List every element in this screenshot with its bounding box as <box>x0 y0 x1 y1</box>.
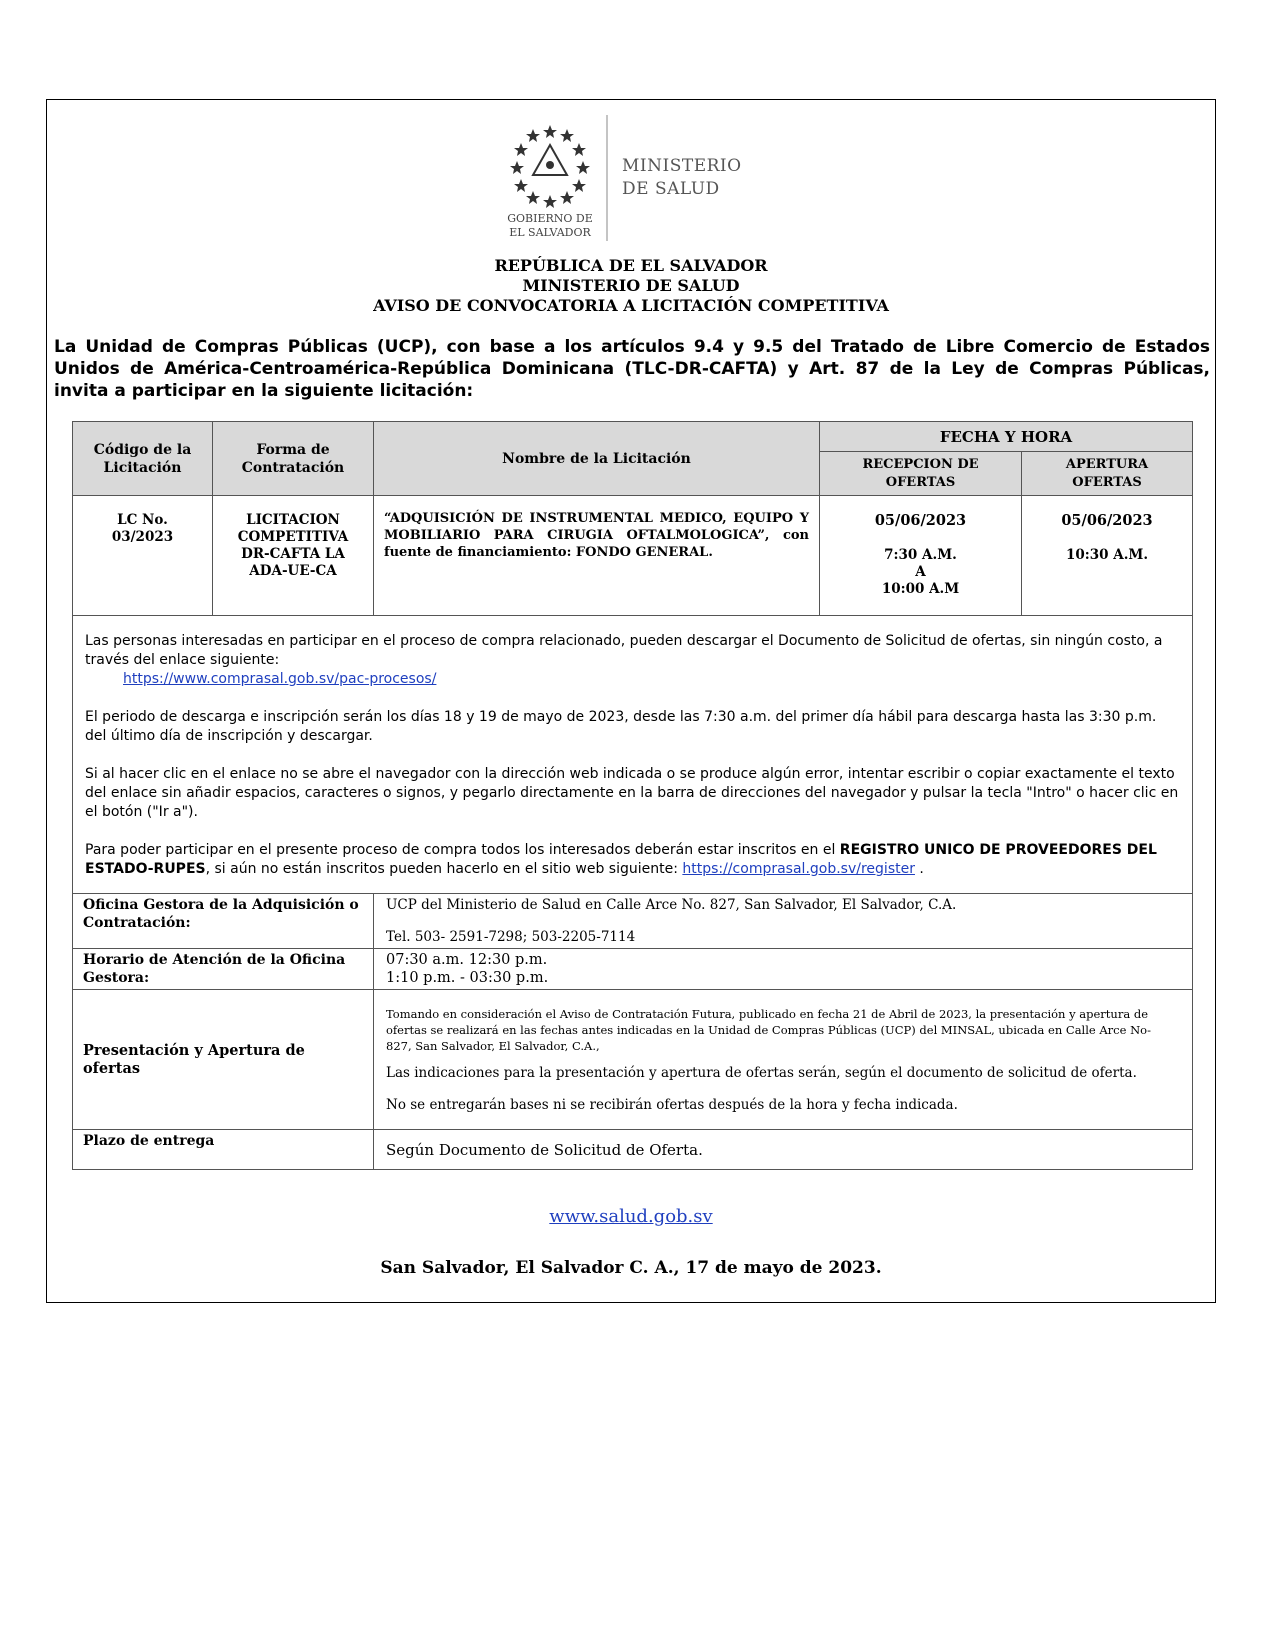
info-paragraph-2: El periodo de descarga e inscripción serán los días 18 y 19 de mayo de 2023, desde las 7:30 a.m. del primer día hábil para descarga hasta las 3:30 p.m. del último día de inscripción y descargar. <box>85 709 1157 744</box>
document-heading <box>46 256 1216 316</box>
coat-of-arms-icon <box>505 115 785 245</box>
heading-line-2: MINISTERIO DE SALUD <box>522 276 740 295</box>
label-presentacion: Presentación y Apertura de ofertas <box>73 990 374 1130</box>
info-block <box>73 616 1193 894</box>
svg-text:EL SALVADOR: EL SALVADOR <box>509 226 591 239</box>
footer-place-date: San Salvador, El Salvador C. A., 17 de mayo de 2023. <box>380 1258 882 1278</box>
label-oficina: Oficina Gestora de la Adquisición o Contratación: <box>73 894 374 949</box>
tender-table <box>72 421 1193 1170</box>
heading-line-3: AVISO DE CONVOCATORIA A LICITACIÓN COMPETITIVA <box>373 296 889 315</box>
header-forma: Forma de Contratación <box>213 422 374 496</box>
comprasal-procesos-link[interactable]: https://www.comprasal.gob.sv/pac-procesos/ <box>123 671 437 687</box>
header-nombre: Nombre de la Licitación <box>374 422 820 496</box>
info-paragraph-1: Las personas interesadas en participar en el proceso de compra relacionado, pueden descargar el Documento de Solicitud de ofertas, sin ningún costo, a través del enlace siguiente: https://www.comprasal.gob.sv/pac-procesos/ <box>85 633 1163 687</box>
info-paragraph-3: Si al hacer clic en el enlace no se abre el navegador con la dirección web indicada o se produce algún error, intentar escribir o copiar exactamente el texto del enlace sin añadir espacios, caracteres o signos, y pegarlo directamente en la barra de direcciones del navegador y pulsar la tecla "Intro" o hacer clic en el botón ("Ir a"). <box>85 766 1179 820</box>
value-oficina: UCP del Ministerio de Salud en Calle Arce No. 827, San Salvador, El Salvador, C.A. Tel. 503- 2591-7298; 503-2205-7114 <box>374 894 1193 949</box>
header-fecha-hora: FECHA Y HORA <box>820 422 1193 452</box>
cell-codigo: LC No. 03/2023 <box>73 496 213 616</box>
header-recepcion: RECEPCION DE OFERTAS <box>820 452 1022 496</box>
value-presentacion: Tomando en consideración el Aviso de Contratación Futura, publicado en fecha 21 de Abril de 2023, la presentación y apertura de ofertas se realizará en las fechas antes indicadas en la Unidad de Compras Públicas (UCP) del MINSAL, ubicada en Calle Arce No- 827, San Salvador, El Salvador, C.A., Las indicaciones para la presentación y apertura de ofertas serán, según el documento de solicitud de oferta. No se entregarán bases ni se recibirán ofertas después de la hora y fecha indicada. <box>374 990 1193 1130</box>
cell-apertura: 05/06/2023 10:30 A.M. <box>1022 496 1193 616</box>
cell-forma: LICITACION COMPETITIVA DR-CAFTA LA ADA-UE-CA <box>213 496 374 616</box>
salud-website-link[interactable]: www.salud.gob.sv <box>549 1206 713 1227</box>
label-horario: Horario de Atención de la Oficina Gestora: <box>73 949 374 990</box>
heading-line-1: REPÚBLICA DE EL SALVADOR <box>494 256 768 275</box>
svg-text:GOBIERNO DE: GOBIERNO DE <box>507 212 593 225</box>
ministry-logo <box>505 115 785 245</box>
cell-nombre: “ADQUISICIÓN DE INSTRUMENTAL MEDICO, EQUIPO Y MOBILIARIO PARA CIRUGIA OFTALMOLOGICA”, con fuente de financiamiento: FONDO GENERAL. <box>374 496 820 616</box>
website-link-container <box>46 1206 1216 1227</box>
header-apertura: APERTURA OFERTAS <box>1022 452 1193 496</box>
svg-text:DE SALUD: DE SALUD <box>622 179 720 199</box>
value-plazo: Según Documento de Solicitud de Oferta. <box>374 1130 1193 1170</box>
svg-text:MINISTERIO: MINISTERIO <box>622 156 742 176</box>
value-horario: 07:30 a.m. 12:30 p.m. 1:10 p.m. - 03:30 p.m. <box>374 949 1193 990</box>
info-paragraph-4: Para poder participar en el presente proceso de compra todos los interesados deberán estar inscritos en el REGISTRO UNICO DE PROVEEDORES DEL ESTADO-RUPES, si aún no están inscritos pueden hacerlo en el sitio web siguiente: https://comprasal.gob.sv/register . <box>85 842 1157 877</box>
header-codigo: Código de la Licitación <box>73 422 213 496</box>
label-plazo: Plazo de entrega <box>73 1130 374 1170</box>
comprasal-register-link[interactable]: https://comprasal.gob.sv/register <box>682 861 915 877</box>
cell-recepcion: 05/06/2023 7:30 A.M. A 10:00 A.M <box>820 496 1022 616</box>
intro-paragraph: La Unidad de Compras Públicas (UCP), con base a los artículos 9.4 y 9.5 del Tratado de Libre Comercio de Estados Unidos de América-Centroamérica-República Dominicana (TLC-DR-CAFTA) y Art. 87 de la Ley de Compras Públicas, invita a participar en la siguiente licitación: <box>54 337 1210 401</box>
